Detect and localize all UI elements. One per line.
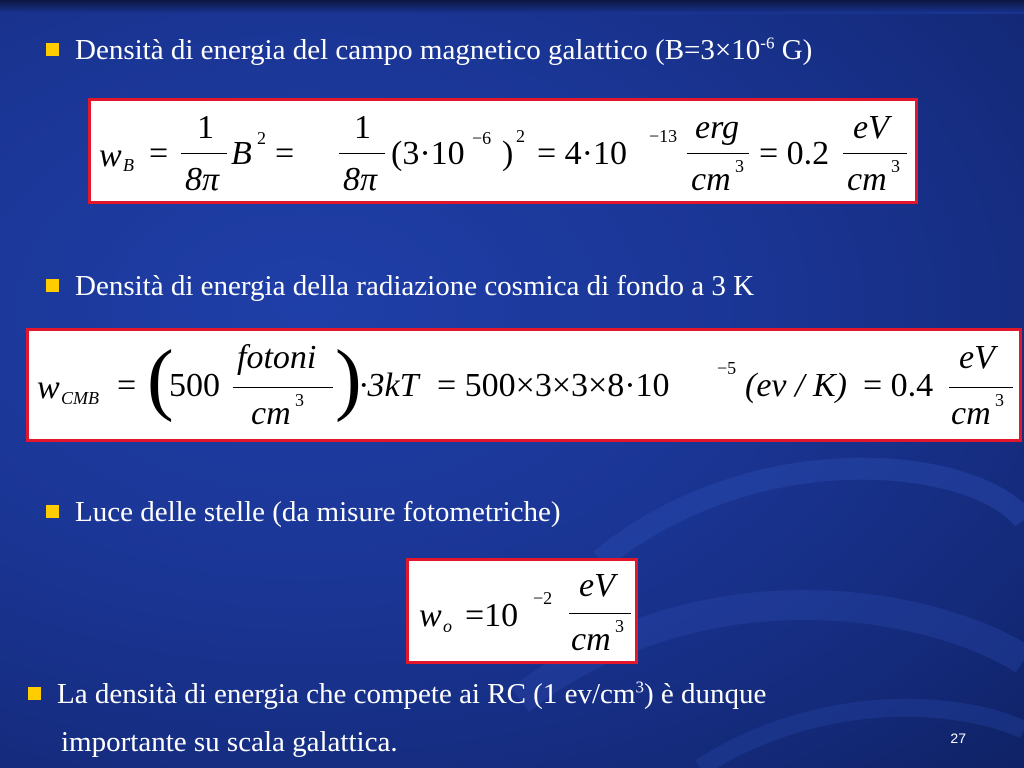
bullet-starlight: Luce delle stelle (da misure fotometriche)	[46, 494, 561, 530]
bullet-conclusion-line2: importante su scala galattica.	[61, 726, 398, 758]
top-gradient-bar	[0, 0, 1024, 14]
bullet-marker	[46, 505, 59, 518]
bullet-conclusion: La densità di energia che compete ai RC (1 $ev/cm^3$) è dunque	[28, 676, 766, 712]
bullet-magnetic-field: Densità di energia del campo magnetico galattico ($B=3\times 10^{-6}$ G)	[46, 32, 812, 68]
page-number: 27	[950, 730, 966, 746]
equation-box-magnetic: w B = 1 8π B 2 = 1 8π (3·10 −6 ) 2 = 4·10 −13 erg cm 3 = 0.2 eV cm 3	[88, 98, 918, 204]
equation-box-cmb: w CMB = ( 500 fotoni cm 3 ) ·3kT = 500×3×3×8·10 −5 (ev / K) = 0.4 eV cm 3	[26, 328, 1022, 442]
bullet-marker	[28, 687, 41, 700]
equation-box-starlight: w o =10 −2 eV cm 3	[406, 558, 638, 664]
bullet-marker	[46, 43, 59, 56]
bullet-marker	[46, 279, 59, 292]
bullet-cmb-radiation: Densità di energia della radiazione cosmica di fondo a 3 K	[46, 268, 754, 304]
